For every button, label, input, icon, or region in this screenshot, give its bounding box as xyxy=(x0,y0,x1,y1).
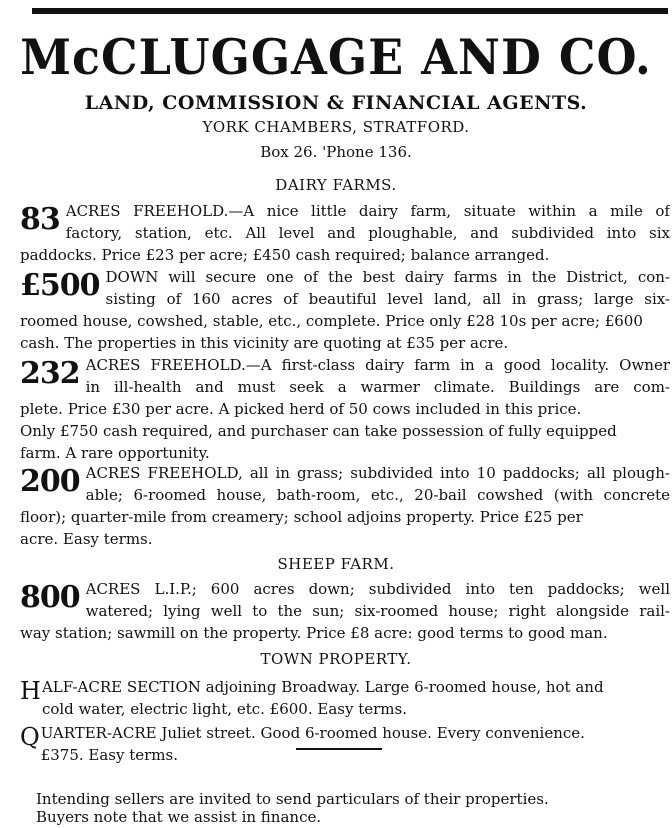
listing-line: plete. Price £30 per acre. A picked herd of 50 cows included in this price. xyxy=(20,400,582,418)
listing-line: farm. A rare opportunity. xyxy=(20,444,210,462)
listing-drop-cap: Q xyxy=(20,723,40,751)
listing-line: Only £750 cash required, and purchaser can take possession of fully equipped xyxy=(20,422,617,440)
listing-line: cash. The properties in this vicinity are quoting at £35 per acre. xyxy=(20,334,509,352)
listing-line: ALF-ACRE SECTION adjoining Broadway. Large 6-roomed house, hot and xyxy=(41,678,604,696)
section-heading-sheep: SHEEP FARM. xyxy=(277,555,395,573)
listing-line: in ill-health and must seek a warmer climate. Buildings are com- xyxy=(85,378,670,396)
listing-lead: 83 xyxy=(20,202,60,237)
listing-lead: 200 xyxy=(20,464,80,499)
listing-line: floor); quarter-mile from creamery; school adjoins property. Price £25 per xyxy=(20,508,583,526)
footer-line-buyers: Buyers note that we assist in finance. xyxy=(36,808,322,826)
listing-half-acre xyxy=(20,676,670,720)
listing-line: way station; sawmill on the property. Price £8 acre: good terms to good man. xyxy=(20,624,608,642)
listing-line: ACRES FREEHOLD.—A first-class dairy farm in a good locality. Owner xyxy=(85,356,670,374)
listing-line: cold water, electric light, etc. £600. Easy terms. xyxy=(41,700,407,718)
listing-line: roomed house, cowshed, stable, etc., complete. Price only £28 10s per acre; £600 xyxy=(20,312,643,330)
listing-lead: £500 xyxy=(20,268,100,303)
firm-contact: Box 26. 'Phone 136. xyxy=(260,143,412,161)
listing-line: watered; lying well to the sun; six-roomed house; right alongside rail- xyxy=(85,602,670,620)
top-rule xyxy=(32,8,668,14)
footer-line-sellers: Intending sellers are invited to send particulars of their properties. xyxy=(36,790,549,808)
listing-drop-cap: H xyxy=(20,677,41,705)
listing-83-acres xyxy=(20,200,670,266)
section-heading-town: TOWN PROPERTY. xyxy=(260,650,412,668)
listing-line: able; 6-roomed house, bath-room, etc., 20-bail cowshed (with concrete xyxy=(85,486,670,504)
listing-232-acres xyxy=(20,354,670,464)
listing-line: ACRES FREEHOLD, all in grass; subdivided into 10 paddocks; all plough- xyxy=(85,464,670,482)
listing-lead: 232 xyxy=(20,356,80,391)
firm-name: McCLUGGAGE AND CO. xyxy=(20,28,652,86)
listing-200-acres xyxy=(20,462,670,550)
listing-line: ACRES FREEHOLD.—A nice little dairy farm, situate within a mile of xyxy=(65,202,670,220)
listing-500-down xyxy=(20,266,670,354)
listing-lead: 800 xyxy=(20,580,80,615)
listing-line: sisting of 160 acres of beautiful level land, all in grass; large six- xyxy=(105,290,670,308)
listing-line: acre. Easy terms. xyxy=(20,530,153,548)
listing-line: DOWN will secure one of the best dairy farms in the District, con- xyxy=(105,268,670,286)
listing-line: factory, station, etc. All level and ploughable, and subdivided into six xyxy=(65,224,670,242)
listing-800-acres xyxy=(20,578,670,644)
listing-line: £375. Easy terms. xyxy=(40,746,178,764)
listing-line: ACRES L.I.P.; 600 acres down; subdivided into ten paddocks; well xyxy=(85,580,670,598)
firm-tagline: LAND, COMMISSION & FINANCIAL AGENTS. xyxy=(84,92,588,114)
footer-divider xyxy=(296,748,382,750)
section-heading-dairy: DAIRY FARMS. xyxy=(275,176,397,194)
listing-line: paddocks. Price £23 per acre; £450 cash required; balance arranged. xyxy=(20,246,550,264)
firm-address: YORK CHAMBERS, STRATFORD. xyxy=(202,118,470,136)
listing-quarter-acre xyxy=(20,722,670,766)
listing-line: UARTER-ACRE Juliet street. Good 6-roomed house. Every convenience. xyxy=(40,724,585,742)
